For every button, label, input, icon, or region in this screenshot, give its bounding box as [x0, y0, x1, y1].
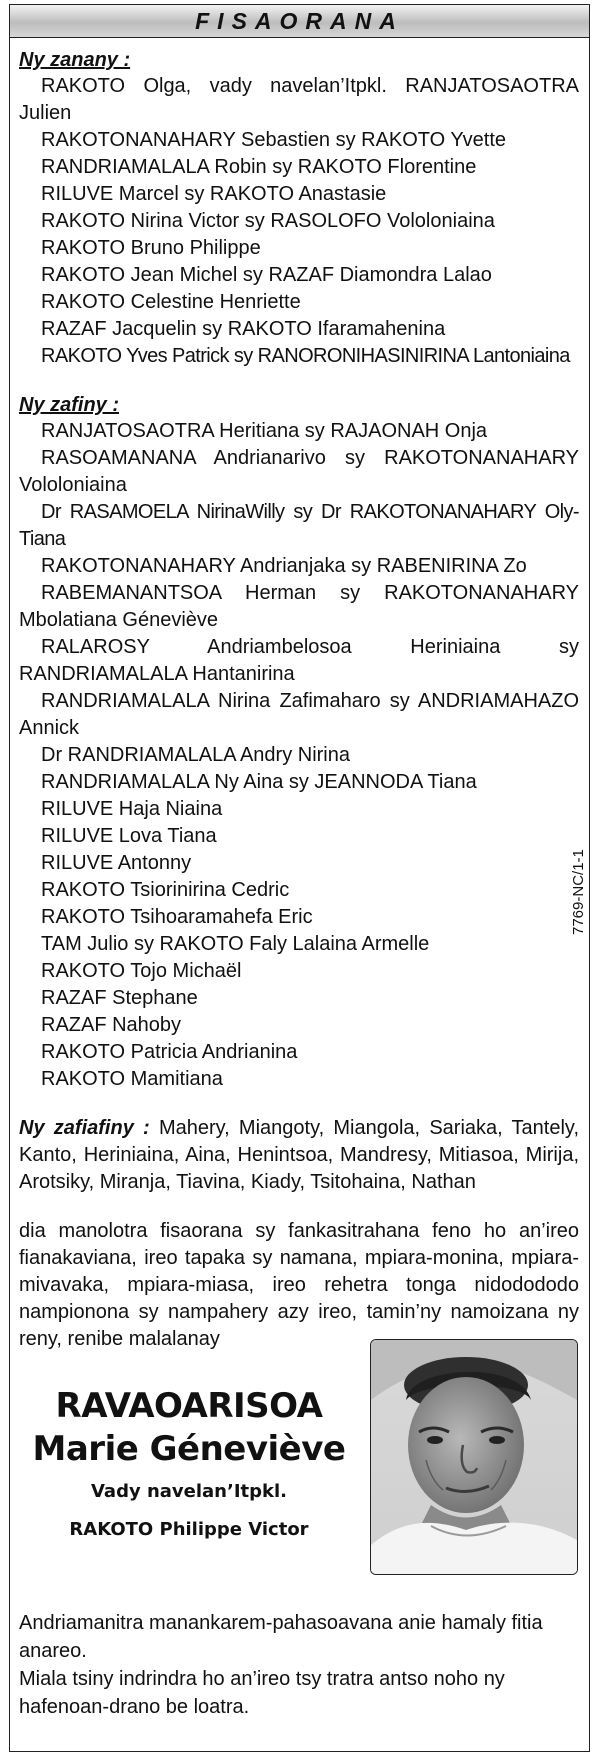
great-grandchildren-names: Mahery, Miangoty, Miangola, Sariaka, Tantely, Kanto, Heriniaina, Aina, Henintsoa, Mandresy, Mitiasoa, Mirija, Arotsiky, Miranja, Tiavina, Kiady, Tsitohaina, Nathan — [19, 1117, 579, 1193]
list-item: RAKOTO Olga, vady navelan’Itpkl. RANJATOSAOTRA Julien — [19, 75, 579, 124]
great-grandchildren-heading: Ny zafiafiny : — [19, 1117, 150, 1139]
list-item: RAKOTONANAHARY Andrianjaka sy RABENIRINA Zo — [41, 555, 527, 577]
grandchildren-list — [19, 418, 579, 1093]
list-item: RASOAMANANA Andrianarivo sy RAKOTONANAHARY Vololoniaina — [19, 447, 579, 496]
list-item: Dr RASAMOELA NirinaWilly sy Dr RAKOTONANAHARY Oly-Tiana — [19, 501, 579, 550]
deceased-given-names: Marie Géneviève — [32, 1429, 346, 1469]
list-item: RAZAF Stephane — [41, 987, 198, 1009]
list-item: RAKOTO Bruno Philippe — [41, 237, 261, 259]
closing-text — [10, 1609, 589, 1721]
grandchildren-heading: Ny zafiny : — [19, 394, 120, 416]
portrait-illustration — [371, 1340, 577, 1574]
list-item: RANJATOSAOTRA Heritiana sy RAJAONAH Onja — [41, 420, 488, 442]
relation-line-1: Vady navelan’Itpkl. — [90, 1481, 287, 1502]
list-item: RAZAF Nahoby — [41, 1014, 182, 1036]
list-item: RAKOTO Tsiorinirina Cedric — [41, 879, 290, 901]
list-item: RAKOTO Yves Patrick sy RANORONIHASINIRINA Lantoniaina — [41, 345, 570, 367]
list-item: RAKOTO Celestine Henriette — [41, 291, 301, 313]
list-item: RAKOTO Tojo Michaël — [41, 960, 242, 982]
list-item: RAKOTO Patricia Andrianina — [41, 1041, 298, 1063]
list-item: RABEMANANTSOA Herman sy RAKOTONANAHARY Mbolatiana Géneviève — [19, 582, 579, 631]
notice-frame — [9, 4, 590, 1752]
deceased-portrait — [370, 1339, 578, 1575]
deceased-name-block — [18, 1385, 360, 1547]
list-item: RILUVE Lova Tiana — [41, 825, 217, 847]
list-item: RAKOTO Nirina Victor sy RASOLOFO Vololoniaina — [41, 210, 495, 232]
notice-header — [10, 5, 589, 38]
list-item: RAKOTO Jean Michel sy RAZAF Diamondra Lalao — [41, 264, 492, 286]
thanks-paragraph: dia manolotra fisaorana sy fankasitrahana feno ho an’ireo fianakaviana, ireo tapaka sy namana, mpiara-monina, mpiara-mivavaka, mpiara-miasa, ireo rehetra tonga nidodododo nampionona sy nampahery azy ireo, tamin’ny namoizana ny reny, renibe malalanay — [19, 1220, 579, 1350]
reference-code: 7769-NC/1-1 — [570, 849, 587, 935]
closing-line-2: Miala tsiny indrindra ho an’ireo tsy tratra antso noho ny hafenoan-drano be loatra. — [19, 1668, 505, 1718]
list-item: RANDRIAMALALA Nirina Zafimaharo sy ANDRIAMAHAZO Annick — [19, 690, 579, 739]
list-item: Dr RANDRIAMALALA Andry Nirina — [41, 744, 350, 766]
closing-line-1: Andriamanitra manankarem-pahasoavana anie hamaly fitia anareo. — [19, 1612, 543, 1662]
relation-line-2: RAKOTO Philippe Victor — [69, 1519, 309, 1540]
deceased-surname: RAVAOARISOA — [55, 1386, 323, 1426]
list-item: RAKOTO Mamitiana — [41, 1068, 223, 1090]
list-item: RANDRIAMALALA Ny Aina sy JEANNODA Tiana — [41, 771, 477, 793]
list-item: RILUVE Marcel sy RAKOTO Anastasie — [41, 183, 387, 205]
list-item: RANDRIAMALALA Robin sy RAKOTO Florentine — [41, 156, 477, 178]
list-item: RILUVE Haja Niaina — [41, 798, 223, 820]
deceased-notice — [10, 1327, 589, 1607]
children-list — [19, 73, 579, 370]
list-item: RAKOTO Tsihoaramahefa Eric — [41, 906, 313, 928]
list-item: RILUVE Antonny — [41, 852, 192, 874]
list-item: RAZAF Jacquelin sy RAKOTO Ifaramahenina — [41, 318, 446, 340]
list-item: TAM Julio sy RAKOTO Faly Lalaina Armelle — [41, 933, 430, 955]
list-item: RALAROSY Andriambelosoa Heriniaina sy RANDRIAMALALA Hantanirina — [19, 636, 579, 685]
list-item: RAKOTONANAHARY Sebastien sy RAKOTO Yvette — [41, 129, 507, 151]
notice-body — [10, 39, 589, 1353]
children-heading: Ny zanany : — [19, 49, 131, 71]
notice-title: FISAORANA — [195, 7, 404, 34]
great-grandchildren-paragraph — [19, 1115, 579, 1196]
